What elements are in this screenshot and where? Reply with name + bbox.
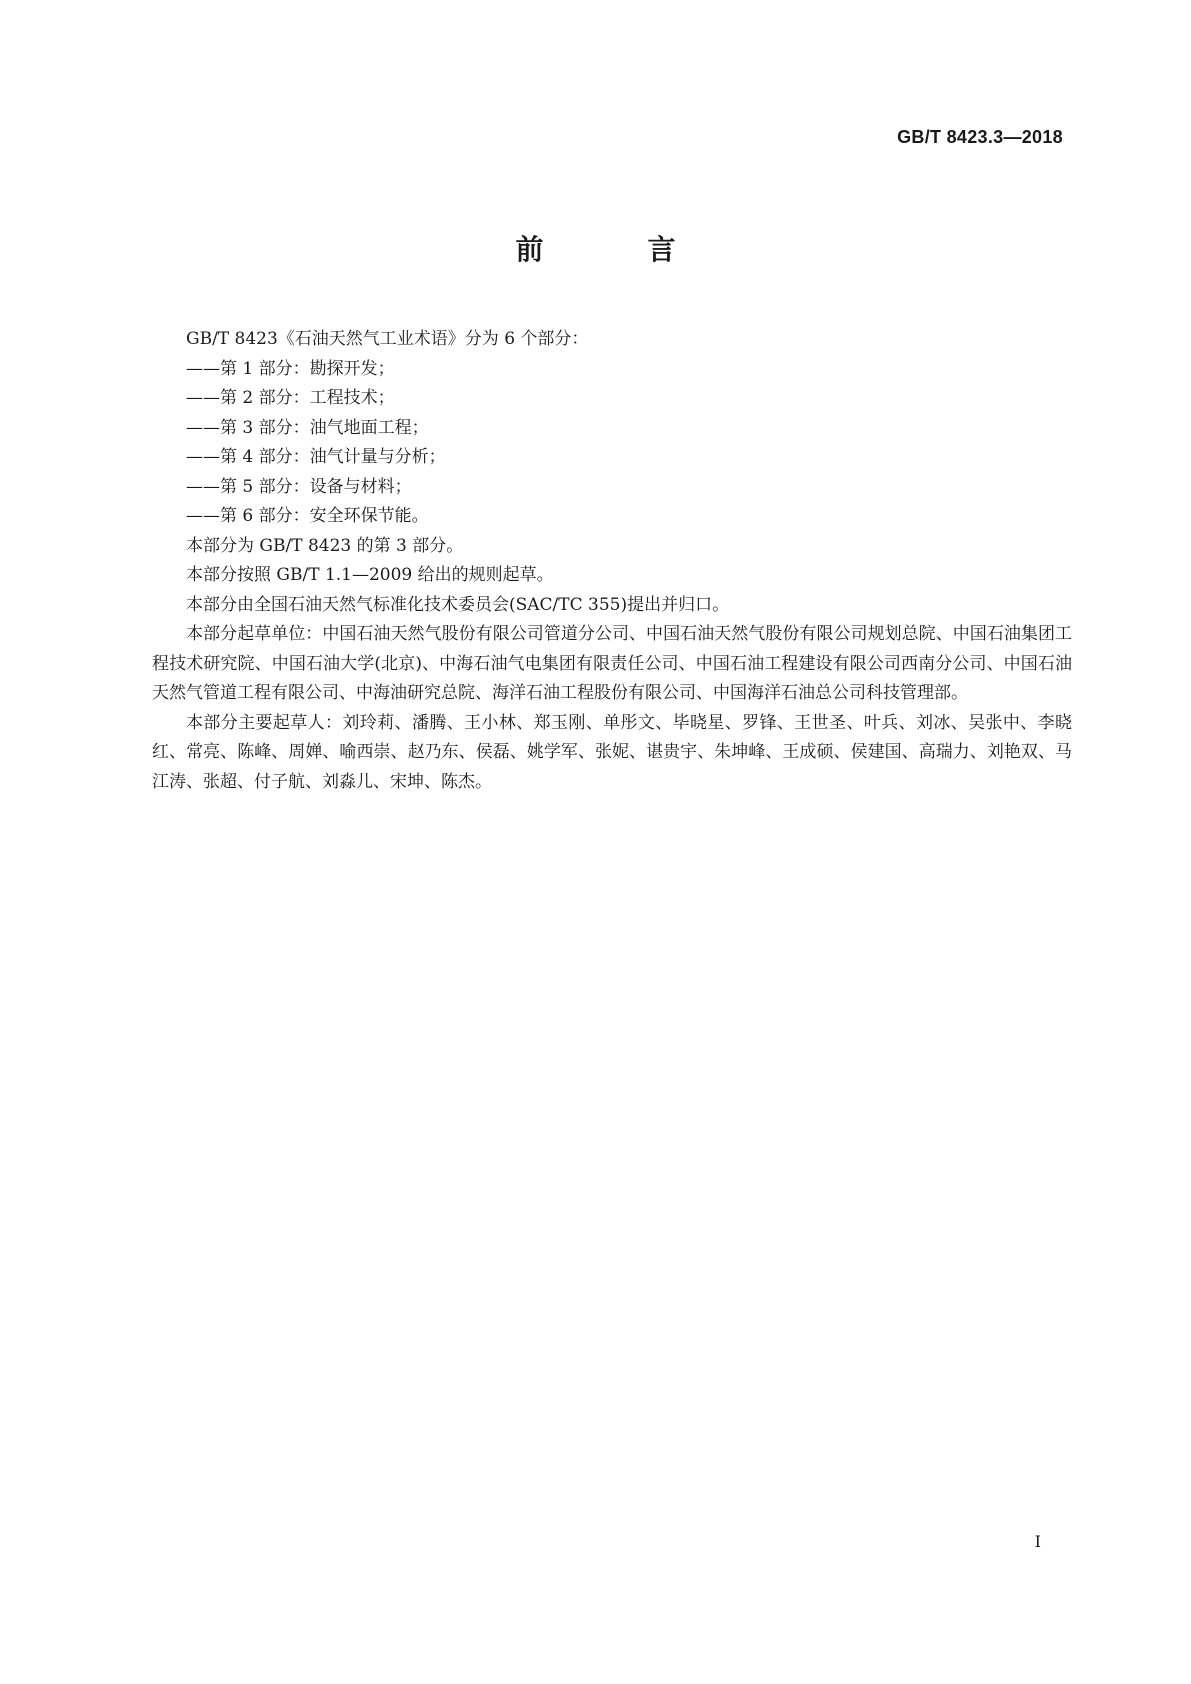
part-list-item-6: ——第 6 部分：安全环保节能。 <box>186 506 429 526</box>
page-title: 前 言 <box>515 233 714 266</box>
part-list-item-5: ——第 5 部分：设备与材料； <box>186 476 412 497</box>
foreword-body <box>152 325 1072 797</box>
part-list-item-4: ——第 4 部分：油气计量与分析； <box>186 447 446 467</box>
drafting-rules-paragraph: 本部分按照 GB/T 1.1—2009 给出的规则起草。 <box>186 565 554 585</box>
main-drafters-paragraph: 本部分主要起草人：刘玲莉、潘腾、王小林、郑玉刚、单彤文、毕晓星、罗锋、王世圣、叶兵、刘冰、吴张中、李晓红、常亮、陈峰、周婵、喻西崇、赵乃东、侯磊、姚学军、张妮、谌贵宇、朱坤峰、王成硕、侯建国、高瑞力、刘艳双、马江涛、张超、付子航、刘淼儿、宋坤、陈杰。 <box>152 712 1072 792</box>
proposed-by-paragraph: 本部分由全国石油天然气标准化技术委员会(SAC/TC 355)提出并归口。 <box>186 594 730 615</box>
part-list-item-2: ——第 2 部分：工程技术； <box>186 388 395 408</box>
standard-code: GB/T 8423.3—2018 <box>897 127 1063 147</box>
page-number: I <box>1034 1532 1041 1551</box>
drafting-units-paragraph: 本部分起草单位：中国石油天然气股份有限公司管道分公司、中国石油天然气股份有限公司规划总院、中国石油集团工程技术研究院、中国石油大学(北京)、中海石油气电集团有限责任公司、中国石油工程建设有限公司西南分公司、中国石油天然气管道工程有限公司、中海油研究总院、海洋石油工程股份有限公司、中国海洋石油总公司科技管理部。 <box>152 624 1072 703</box>
intro-paragraph: GB/T 8423《石油天然气工业术语》分为 6 个部分： <box>186 329 589 349</box>
part-list-item-1: ——第 1 部分：勘探开发； <box>186 358 395 379</box>
part-list-item-3: ——第 3 部分：油气地面工程； <box>186 417 429 438</box>
this-part-paragraph: 本部分为 GB/T 8423 的第 3 部分。 <box>186 535 464 556</box>
